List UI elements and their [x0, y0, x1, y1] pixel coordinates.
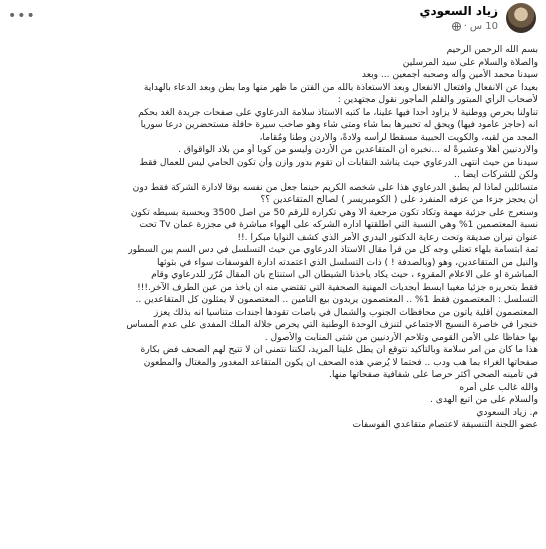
- author-avatar[interactable]: [506, 3, 536, 33]
- post-meta: 10 س ·: [452, 21, 498, 32]
- post-text-line: تناولنا بحرص ووطنية لا يزاود أحدا فيها علينا، ما كتبه الاستاذ سلامة الدرعاوي على صفحات جريدة الغد بحكم: [138, 107, 538, 118]
- post-text-line: بها حفاظا على الأمن القومي وتلاحم الأردنيين من شتى المنابت والأصول .: [264, 332, 538, 343]
- post-header: [0, 0, 546, 40]
- post-text-line: في تأمينه الصحي أكثر حرصا على شفافية صفحاتها منها.: [329, 370, 538, 380]
- post-text-line: المعتصمون أقلية يأتون من محافظات الجنوب والشمال في باصات تقودها أجندات متناسيا انه بذلك يعزز: [153, 307, 538, 318]
- globe-icon: [452, 22, 461, 31]
- post-text-line: وسنعرج على جزئية مهمة وتكاد تكون مرجعية ألا وهي تكراره للرقم 50 من اصل 3500 وبحسبة بسيطه تكون: [130, 207, 538, 218]
- post-text-line: فقط بتحريره جزئيا مغيبا ابسط أبجديات المهنية الصحفية التي تقتضي منه ان يأخذ من عين الطرف الآخر.!!!: [137, 282, 538, 293]
- post-text-line: والنيل من المتقاعدين، وهو (وبالصدفة ! ) ذات التسلسل الذي اعتمدته ادارة الفوسفات سواء في بثوثها: [157, 257, 538, 268]
- more-options-icon[interactable]: •••: [8, 8, 36, 24]
- post-text-line: سيدنا محمد الأمين وآله وصحبه أجمعين ... وبعد: [361, 70, 538, 80]
- post-text-line: التسلسل : المعتصمون فقط 1% .. المعتصمون يريدون بيع التامين .. المعتصمون لا يمثلون كل المتقاعدين ..: [135, 295, 538, 305]
- post-text-line: ولكن للشركات ايضا ..: [454, 170, 538, 180]
- post-text-line: والاردنيين أهلا وعشيرةً له ...نخبره أن المتقاعدين من الأردن وليسو من كوبا أو من بلاد الواقواق .: [178, 145, 538, 155]
- author-name[interactable]: زياد السعودي: [419, 4, 498, 18]
- post-time[interactable]: 10 س: [469, 21, 498, 32]
- post-text-line: سيدنا من حيث انتهى الدرعاوي حيث يناشد النقابات أن تقوم بدور وازن وأن تكون الحامي ليس للعمال فقط: [139, 157, 538, 168]
- post-text-line: صفحاتها الغراء بما هب ودب .. فحتما لا يُرضي هذه الصحف ان يكون المتقاعد المغدور والمغتال والمطعون: [143, 357, 538, 368]
- post-text-line: والصلاة والسلام على سيد المرسلين: [402, 57, 538, 68]
- post-text-line: عنوان نيران صديقة وتحت رعاية الدكتور البدري الأمر الذي كشف النوايا مبكرا .!!: [237, 232, 538, 243]
- post-text-line: أن يحجز جزءا من عزفه المنفرد على ( الكومبريسر ) لصالح المتقاعدين ؟؟: [260, 195, 538, 205]
- post-text: [8, 44, 538, 432]
- post-text-line: انه (حاجز عامود فيها) ويحق له تحبيرها بما شاء ومتى شاء وهو صاحب سيرة حافلة مستحضرين درعا سوريا: [140, 120, 538, 130]
- post-text-line: نسبة المعتصمين 1% وهي النسبة التي اطلقتها اداره الشركه على الهواء مباشرة في مجزرة عمان Tv تحت: [139, 220, 538, 230]
- post-text-line: لأصحاب الرأي المبتور والقلم المأجور نقول مجتهدين :: [337, 95, 538, 105]
- post-text-line: المباشرة او على الاعلام المقروء ، حيث يكاد يأخذنا الشيطان الى استنتاج بان المقال مُرّر للدرعاوي وقام: [151, 270, 538, 280]
- post-text-line: المجد من لقبه، والكويت الحبيبة مسقطا لرأسه ولادةً، والاردن وطنا ومُقاما،: [259, 132, 538, 143]
- post-text-line: بعيدا عن الانفعال وافتعال الانفعال وبعد الاستعاذة بالله من الفتن ما ظهر منها وما بطن وبعد الدعاء بالهداية: [143, 82, 538, 93]
- post-text-line: هذا ما كان من امر سلامة وبالتأكيد نتوقع ان يطل علينا المزيد، لكننا نتمنى ان لا تتيح لهم الصحف فض بكارة: [140, 345, 538, 355]
- post-text-line: والله غالب على أمره: [459, 382, 538, 393]
- post-text-line: بسم الله الرحمن الرحيم: [446, 45, 538, 55]
- post-text-line: عضو اللجنة التنسيقة لاعتصام متقاعدي الفوسفات: [352, 420, 538, 430]
- post-text-line: ثمة ابتسامة بلهاء تعتلي وجه كل من قرأ مقال الاستاذ الدرعاوي من حيث التسلسل في دس السم بين السطور: [128, 245, 538, 255]
- post-text-line: والسلام على من اتبع الهدى .: [429, 395, 538, 405]
- post-text-line: متسائلين لماذا لم يطبق الدرعاوي هذا على شخصه الكريم حينما جعل من نفسه بوقا لادارة الشركة فقط دون: [132, 182, 538, 193]
- post-text-line: م. زياد السعودي: [476, 407, 538, 418]
- post-text-line: خنجرا في خاصرة النسيج الاجتماعي لتنزف الوحدة الوطنية التي يحرص جلالة الملك المفدى على عدم المساس: [126, 320, 538, 330]
